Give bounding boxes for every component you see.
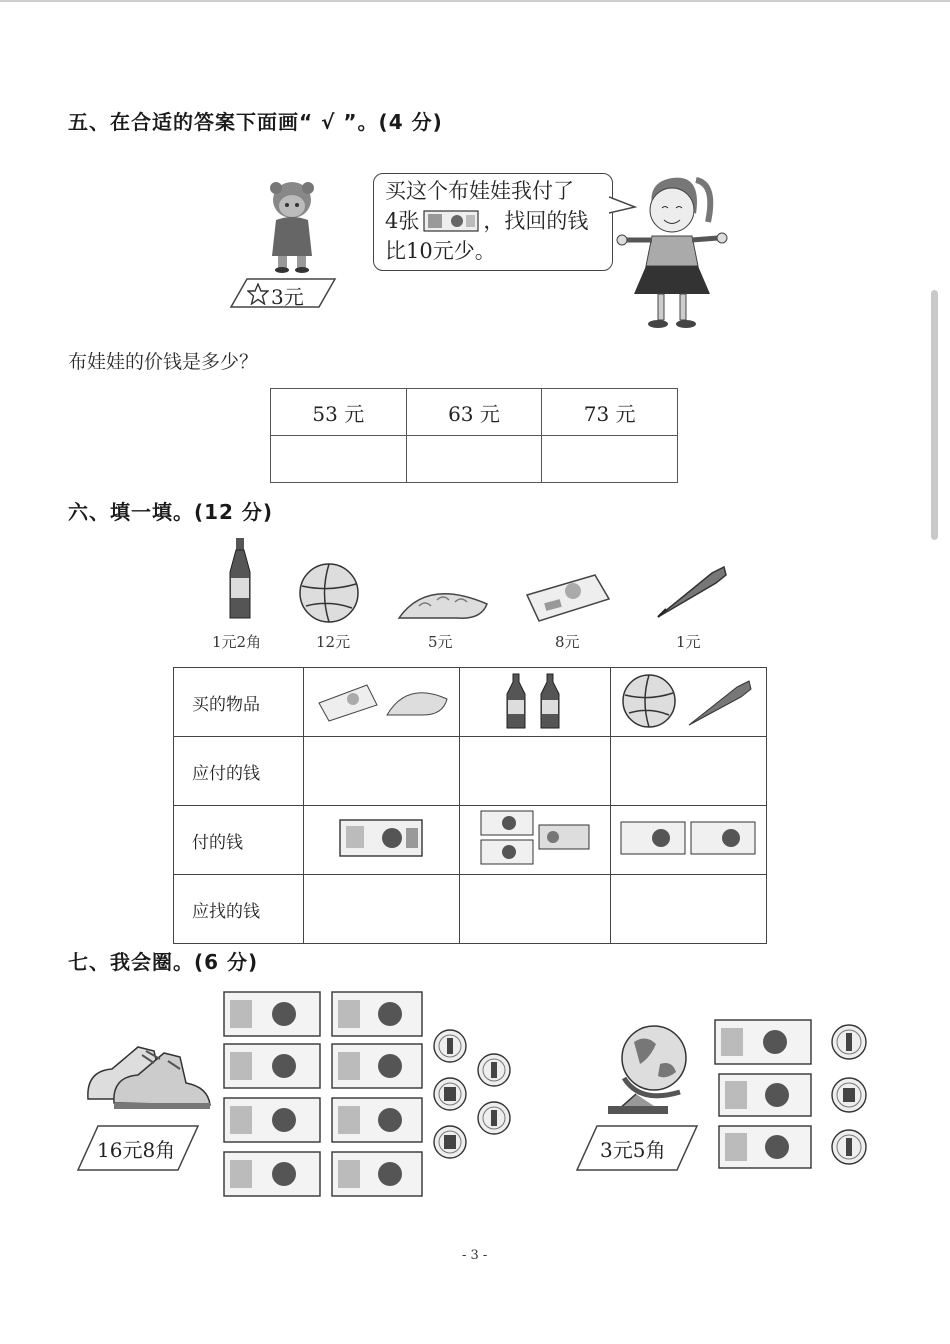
banknote-1-icon — [715, 1020, 811, 1064]
soda-bottle-icon — [226, 536, 254, 622]
bubble-line-1: 买这个布娃娃我付了 — [385, 179, 574, 203]
paid-1 — [303, 806, 459, 875]
paid-2 — [459, 806, 611, 875]
coin-icon — [832, 1078, 866, 1112]
globe-price: 3元5角 — [600, 1138, 666, 1162]
shopping-table — [173, 667, 767, 944]
cell-items-1 — [303, 668, 459, 737]
banknote-5-icon — [224, 992, 320, 1036]
change-1[interactable] — [303, 875, 459, 944]
coin-icon — [832, 1025, 866, 1059]
section6-heading: 六、填一填。(12 分) — [68, 500, 274, 524]
check-cell-53[interactable] — [271, 436, 407, 483]
banknote-5-icon — [224, 1152, 320, 1196]
star-icon — [247, 283, 269, 305]
coin-icon — [478, 1054, 510, 1086]
change-2[interactable] — [459, 875, 611, 944]
bubble-line-2 — [385, 206, 588, 236]
row-label-should-pay: 应付的钱 — [174, 737, 304, 806]
section5-heading: 五、在合适的答案下面画“ √ ”。(4 分) — [68, 110, 443, 134]
banknote-20-icon — [423, 209, 479, 233]
banknote-1-icon — [719, 1126, 811, 1168]
banknote-5-icon — [224, 1044, 320, 1088]
row-label-paid: 付的钱 — [174, 806, 304, 875]
coin-icon — [434, 1078, 466, 1110]
banknote-1-icon — [332, 992, 422, 1036]
bubble-line-2-pre: 4张 — [385, 209, 420, 233]
price-bread: 5元 — [428, 633, 453, 651]
banknote-20-icon — [338, 818, 424, 858]
coin-icon — [832, 1130, 866, 1164]
should-pay-3[interactable] — [611, 737, 767, 806]
banknote-1-icon — [332, 1098, 422, 1142]
coin-icon — [434, 1030, 466, 1062]
price-pencil-case: 8元 — [555, 633, 580, 651]
price-pen: 1元 — [676, 633, 701, 651]
doll-question: 布娃娃的价钱是多少？ — [68, 351, 259, 373]
doll-icon — [262, 178, 322, 274]
check-cell-73[interactable] — [542, 436, 678, 483]
shoes-icon — [84, 1033, 212, 1113]
option-73: 73 元 — [542, 389, 678, 436]
doll-price: 3元 — [271, 285, 304, 309]
banknote-1-icon — [332, 1152, 422, 1196]
bubble-line-2-post: ，找回的钱 — [483, 209, 589, 233]
shoes-price: 16元8角 — [97, 1138, 176, 1162]
row-label-items: 买的物品 — [174, 668, 304, 737]
bubble-text — [385, 176, 588, 266]
section7-heading: 七、我会圈。(6 分) — [68, 950, 259, 974]
cell-items-3 — [611, 668, 767, 737]
price-volleyball: 12元 — [316, 633, 351, 651]
should-pay-2[interactable] — [459, 737, 611, 806]
coin-icon — [434, 1126, 466, 1158]
pen-icon — [654, 563, 730, 621]
price-soda: 1元2角 — [212, 633, 262, 651]
should-pay-1[interactable] — [303, 737, 459, 806]
two-soda-bottles-icon — [495, 670, 575, 730]
bubble-line-3: 比10元少。 — [385, 239, 496, 263]
volleyball-icon — [298, 562, 360, 624]
answer-table — [270, 388, 678, 483]
coin-icon — [478, 1102, 510, 1134]
top-border — [0, 0, 950, 2]
check-cell-63[interactable] — [406, 436, 542, 483]
cell-items-2 — [459, 668, 611, 737]
globe-money-group — [713, 1018, 873, 1174]
banknote-5-icon — [224, 1098, 320, 1142]
shoes-money-group — [222, 990, 522, 1198]
banknote-1-icon — [719, 1074, 811, 1116]
pencil-case-icon — [525, 573, 611, 623]
paid-3 — [611, 806, 767, 875]
row-label-change: 应找的钱 — [174, 875, 304, 944]
option-53: 53 元 — [271, 389, 407, 436]
banknotes-5-and-10-icon — [619, 820, 759, 856]
page-number: - 3 - — [462, 1248, 488, 1263]
change-3[interactable] — [611, 875, 767, 944]
scrollbar[interactable] — [931, 290, 938, 540]
banknotes-and-coupon-icon — [479, 809, 591, 867]
bread-icon — [397, 584, 489, 622]
volleyball-and-pen-icon — [619, 671, 759, 729]
girl-icon — [612, 170, 730, 334]
banknote-1-icon — [332, 1044, 422, 1088]
globe-icon — [600, 1018, 696, 1118]
option-63: 63 元 — [406, 389, 542, 436]
pencil-case-and-bread-icon — [311, 675, 451, 725]
